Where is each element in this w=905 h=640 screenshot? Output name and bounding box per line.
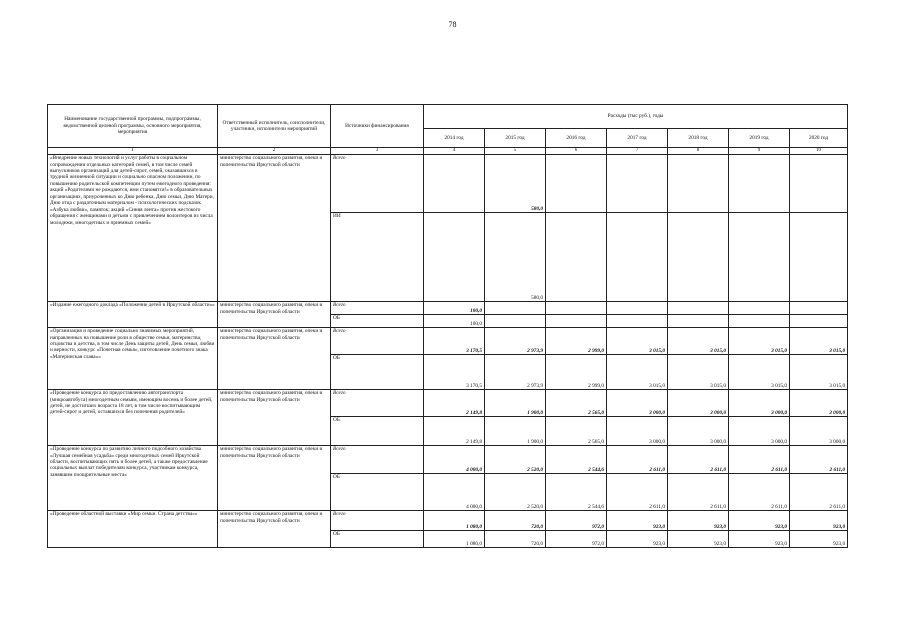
header-program: Наименование государственной программы, подпрограммы, ведомственной целевой программы, основного мероприятия, мероприятия: [48, 105, 218, 148]
header-expenses: Расходы (тыс руб.), годы: [424, 105, 848, 129]
table-row: [48, 155, 848, 213]
value-cell: 3 000,0: [607, 390, 668, 417]
value-cell: 923,0: [668, 511, 729, 531]
value-cell: 2 999,0: [546, 328, 607, 355]
value-cell: 972,0: [546, 531, 607, 548]
value-cell: [729, 155, 790, 213]
header-year: 2020 год: [790, 129, 848, 148]
executor-name: министерство социального развития, опеки и попечительства Иркутской области: [218, 511, 331, 548]
value-cell: [729, 302, 790, 315]
program-name: «Внедрение новых технологий и услуг работы в социальном сопровождении отдельных категорий семей, в том числе семей выпускников организаций для детей-сирот, семей, оказавшихся в трудной жизненной ситуации и социально опасном положении, по повышению родительской компетенции путем ежегодного проведения: акций «Родителями не рождаются, ими становятся!» в образовательных организациях, приуроченных ко Дню ребенка, Дню семьи, Дню Матери, Дню отца с раздаточным материалом - психологических подсказок «Азбука любви», памяток; акций «Синяя лента» против жестокого обращения с женщинами и детьми с привлечением волонтеров из числа молодежи, многодетных и приемных семей»: [48, 155, 218, 302]
value-cell: [668, 315, 729, 328]
value-cell: 3 015,0: [668, 355, 729, 390]
column-number: 7: [607, 148, 668, 155]
executor-name: министерство социального развития, опеки и попечительства Иркутской области: [218, 390, 331, 446]
value-cell: [424, 155, 485, 213]
source-label: ОБ: [331, 474, 424, 511]
value-cell: 923,0: [790, 511, 848, 531]
value-cell: 3 000,0: [790, 417, 848, 446]
value-cell: 2 611,0: [729, 446, 790, 474]
value-cell: [424, 213, 485, 302]
column-number: 8: [668, 148, 729, 155]
source-label: Всего: [331, 446, 424, 474]
value-cell: 2 973,9: [485, 355, 546, 390]
column-number: 9: [729, 148, 790, 155]
column-number: 4: [424, 148, 485, 155]
value-cell: 1 080,0: [424, 511, 485, 531]
value-cell: [668, 155, 729, 213]
header-source: Источники финансирования: [331, 105, 424, 148]
source-label: ИИ: [331, 213, 424, 302]
value-cell: 2 611,0: [790, 446, 848, 474]
source-label: Всего: [331, 302, 424, 315]
value-cell: [546, 213, 607, 302]
value-cell: 2 544,6: [546, 474, 607, 511]
source-label: Всего: [331, 155, 424, 213]
program-name: «Проведение конкурса по предоставлению автотранспорта (микроавтобуса) многодетным семьям, имеющим восемь и более детей, детей, не достигших возраста 18 лет, в том числе воспитывающим детей-сирот и детей, оставшихся без попечения родителей»: [48, 390, 218, 446]
value-cell: 2 611,0: [790, 474, 848, 511]
value-cell: 2 611,0: [668, 474, 729, 511]
value-cell: 3 015,0: [790, 355, 848, 390]
value-cell: [485, 315, 546, 328]
value-cell: 3 015,0: [607, 328, 668, 355]
value-cell: 3 000,0: [729, 417, 790, 446]
source-label: Всего: [331, 511, 424, 531]
value-cell: [729, 315, 790, 328]
executor-name: министерство социального развития, опеки и попечительства Иркутской области: [218, 328, 331, 390]
value-cell: 1 900,0: [485, 390, 546, 417]
value-cell: [607, 155, 668, 213]
value-cell: 2 565,0: [546, 390, 607, 417]
value-cell: [668, 213, 729, 302]
value-cell: [790, 302, 848, 315]
value-cell: 2 520,0: [485, 474, 546, 511]
value-cell: 4 000,0: [424, 474, 485, 511]
value-cell: 923,0: [607, 511, 668, 531]
value-cell: 1 900,0: [485, 417, 546, 446]
value-cell: 3 015,0: [790, 328, 848, 355]
value-cell: 580,0: [485, 213, 546, 302]
table-row: [48, 446, 848, 474]
table-row: [48, 511, 848, 531]
column-number: 3: [331, 148, 424, 155]
value-cell: 2 611,0: [607, 446, 668, 474]
executor-name: министерство социального развития, опеки и попечительства Иркутской области: [218, 446, 331, 511]
value-cell: 720,0: [485, 531, 546, 548]
value-cell: 720,0: [485, 511, 546, 531]
value-cell: 3 000,0: [729, 390, 790, 417]
value-cell: 3 170,5: [424, 328, 485, 355]
value-cell: 3 170,5: [424, 355, 485, 390]
header-year: 2016 год: [546, 129, 607, 148]
program-name: «Проведение областной выставки «Мир семьи. Страна детства»»: [48, 511, 218, 548]
value-cell: [546, 315, 607, 328]
source-label: ОБ: [331, 531, 424, 548]
value-cell: 3 000,0: [607, 417, 668, 446]
value-cell: [607, 315, 668, 328]
value-cell: 3 000,0: [668, 390, 729, 417]
value-cell: 923,0: [729, 511, 790, 531]
value-cell: [790, 213, 848, 302]
value-cell: [668, 302, 729, 315]
header-year: 2014 год: [424, 129, 485, 148]
header-year: 2017 год: [607, 129, 668, 148]
executor-name: министерство социального развития, опеки и попечительства Иркутской области: [218, 302, 331, 328]
value-cell: [607, 213, 668, 302]
value-cell: 2 973,9: [485, 328, 546, 355]
value-cell: 2 565,0: [546, 417, 607, 446]
value-cell: 1 080,0: [424, 531, 485, 548]
value-cell: 923,0: [668, 531, 729, 548]
source-label: ОБ: [331, 315, 424, 328]
program-name: «Организация и проведение социально значимых мероприятий, направленных на повышение роли в обществе семьи, материнства, отцовства и детства, в том числе День защиты детей, День семьи, любви и верности, конкурс «Почетная семья», изготовление почетного знака «Материнская слава»»: [48, 328, 218, 390]
value-cell: 100,0: [424, 315, 485, 328]
value-cell: 972,0: [546, 511, 607, 531]
table-row: [48, 328, 848, 355]
source-label: ОБ: [331, 417, 424, 446]
value-cell: 3 015,0: [729, 355, 790, 390]
value-cell: [546, 302, 607, 315]
value-cell: 100,0: [424, 302, 485, 315]
value-cell: 2 611,0: [607, 474, 668, 511]
value-cell: 2 520,0: [485, 446, 546, 474]
value-cell: 4 000,0: [424, 446, 485, 474]
header-year: 2019 год: [729, 129, 790, 148]
budget-table: [47, 104, 848, 548]
value-cell: 2 149,8: [424, 390, 485, 417]
value-cell: [790, 315, 848, 328]
value-cell: [790, 155, 848, 213]
value-cell: 2 149,8: [424, 417, 485, 446]
value-cell: 3 015,0: [668, 328, 729, 355]
value-cell: 923,0: [729, 531, 790, 548]
header-year: 2015 год: [485, 129, 546, 148]
source-label: ОБ: [331, 355, 424, 390]
column-number: 1: [48, 148, 218, 155]
page-number: 78: [448, 20, 457, 29]
value-cell: 2 544,6: [546, 446, 607, 474]
executor-name: министерство социального развития, опеки и попечительства Иркутской области: [218, 155, 331, 302]
program-name: «Проведение конкурса по развитию личного подсобного хозяйства «Лучшая семейная усадьба» среди многодетных семей Иркутской области, воспитывающих пять и более детей, а также предоставление социальных выплат победителям конкурса, участникам конкурса, занявшим поощрительные места»: [48, 446, 218, 511]
source-label: Всего: [331, 390, 424, 417]
value-cell: 3 000,0: [668, 417, 729, 446]
value-cell: 923,0: [790, 531, 848, 548]
table-row: [48, 302, 848, 315]
header-year: 2018 год: [668, 129, 729, 148]
value-cell: 3 000,0: [790, 390, 848, 417]
value-cell: 580,0: [485, 155, 546, 213]
table-row: [48, 390, 848, 417]
value-cell: [729, 213, 790, 302]
value-cell: 3 015,0: [607, 355, 668, 390]
header-executor: Ответственный исполнитель, соисполнители, участники, исполнители мероприятий: [218, 105, 331, 148]
column-number: 6: [546, 148, 607, 155]
source-label: Всего: [331, 328, 424, 355]
value-cell: 2 611,0: [729, 474, 790, 511]
value-cell: [546, 155, 607, 213]
value-cell: [607, 302, 668, 315]
value-cell: 923,0: [607, 531, 668, 548]
value-cell: 2 611,0: [668, 446, 729, 474]
value-cell: [485, 302, 546, 315]
column-number: 5: [485, 148, 546, 155]
column-number: 2: [218, 148, 331, 155]
value-cell: 3 015,0: [729, 328, 790, 355]
program-name: «Издание ежегодного доклада «Положение детей в Иркутской области»»: [48, 302, 218, 328]
column-number: 10: [790, 148, 848, 155]
value-cell: 2 999,0: [546, 355, 607, 390]
